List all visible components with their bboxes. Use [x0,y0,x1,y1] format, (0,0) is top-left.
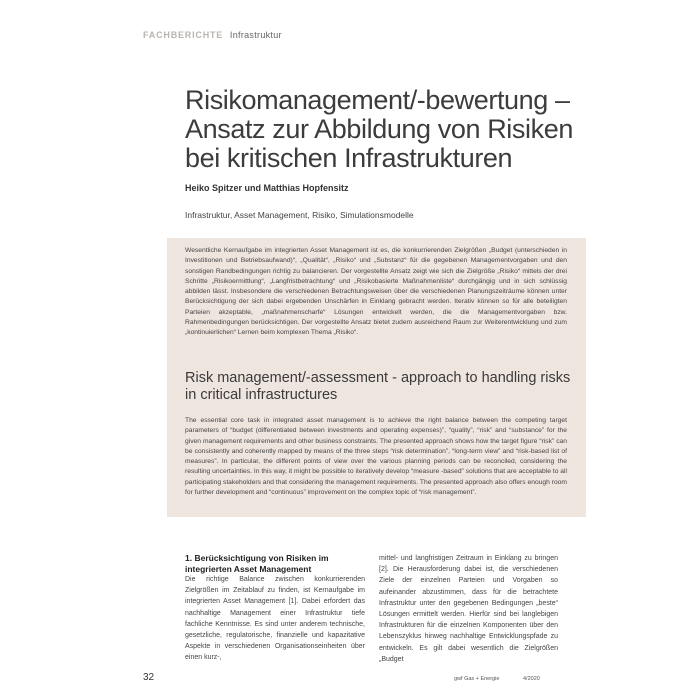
header-category: FACHBERICHTE [143,30,224,40]
article-authors: Heiko Spitzer und Matthias Hopfensitz [185,183,349,193]
section-heading: 1. Berücksichtigung von Risiken im integrierten Asset Management [185,553,329,574]
body-text-left: Die richtige Balance zwischen konkurrierenden Zielgrößen im Zeitablauf zu finden, ist Kernaufgabe im integrierten Asset Management [1]. Dabei erfordert das nachhaltige Management einer Infrastruktur tiefe fachliche Kenntnisse. Es sind unter anderem technische, gesetzliche, regulatorische, finanzielle und kapazitative Aspekte in verschiedenen Organisationseinheiten über einen kurz-, [185,576,365,662]
abstract-german: Wesentliche Kernaufgabe im integrierten Asset Management ist es, die konkurrierenden Zielgrößen „Budget (unterschieden in Investitionen und Betriebsaufwand)“, „Qualität“, „Risiko“ und „Substanz“ für die gegebenen Managementvorgaben und den sonstigen Randbedingungen richtig zu balancieren. Der vorgestellte Ansatz zeigt wie sich die Zielgröße „Risiko“ mittels der drei Schritte „Risikoermittlung“, „Langfristbetrachtung“ und „Risikobasierte Maßnahmenliste“ durchgängig und in sich schlüssig abbilden lässt. Insbesondere die verschiedenen Betrachtungsweisen über die verschiedenen Planungszeiträume können unter Berücksichtigung der sich dabei ergebenden Unschärfen in Einklang gebracht werden. Iterativ können so für alle beteiligten Parteien akzeptable, „maßnahmenscharfe“ Lösungen entwickelt werden, die die Managementvorgaben bzw. Rahmenbedingungen berücksichtigen. Der vorgestellte Ansatz bietet zudem ausreichend Raum zur Weiterentwicklung und zum „kontinuierlichen“ Lernen beim komplexen Thema „Risiko“. [185,247,567,337]
journal-name: gwf Gas + Energie [454,676,500,682]
issue-number: 4/2020 [523,676,540,682]
body-column-left [185,553,365,664]
body-text-right: mittel- und langfristigen Zeitraum in Einklang zu bringen [2]. Die Herausforderung dabei ist, die verschiedenen Ziele der einzelnen Parteien und Vorgaben so aufeinander abzustimmen, dass für die betrachtete Infrastruktur unter den gegebenen Bedingungen „beste“ Lösungen ermittelt werden. Hierfür sind bei langlebigen Infrastrukturen für die einzelnen Komponenten über den Lebenszyklus hinweg nachhaltige Entwicklungspfade zu entwickeln. Es gilt dabei wesentlich die Zielgrößen „Budget [379,555,558,663]
abstract-english: The essential core task in integrated asset management is to achieve the right balance between the competing target parameters of “budget (differentiated between investments and operating expenses)”, “quality”, “risk” and “substance” for the given management requirements and other business constraints. The presented approach shows how the target figure “risk” can be consistently and coherently mapped by means of the three steps “risk determination”, “long-term view” and “risk-based list of measures”. In particular, the different points of view over the various planning periods can be reconciled, considering the resulting uncertainties. In this way, it might be possible to iteratively develop “measure -based” solutions that are acceptable to all participating stakeholders and that considering the management requirements. The presented approach also offers enough room for further development and “continuous” improvement on the complex topic of “risk management”. [185,417,567,497]
article-title: Risikomanagement/-bewertung – Ansatz zur Abbildung von Risiken bei kritischen Infrastrukturen [185,85,573,173]
running-header [143,30,282,40]
page-number: 32 [143,672,155,683]
english-title: Risk management/-assessment - approach to handling risks in critical infrastructures [185,370,571,403]
header-subcategory: Infrastruktur [229,30,282,40]
article-keywords: Infrastruktur, Asset Management, Risiko, Simulationsmodelle [185,210,414,220]
